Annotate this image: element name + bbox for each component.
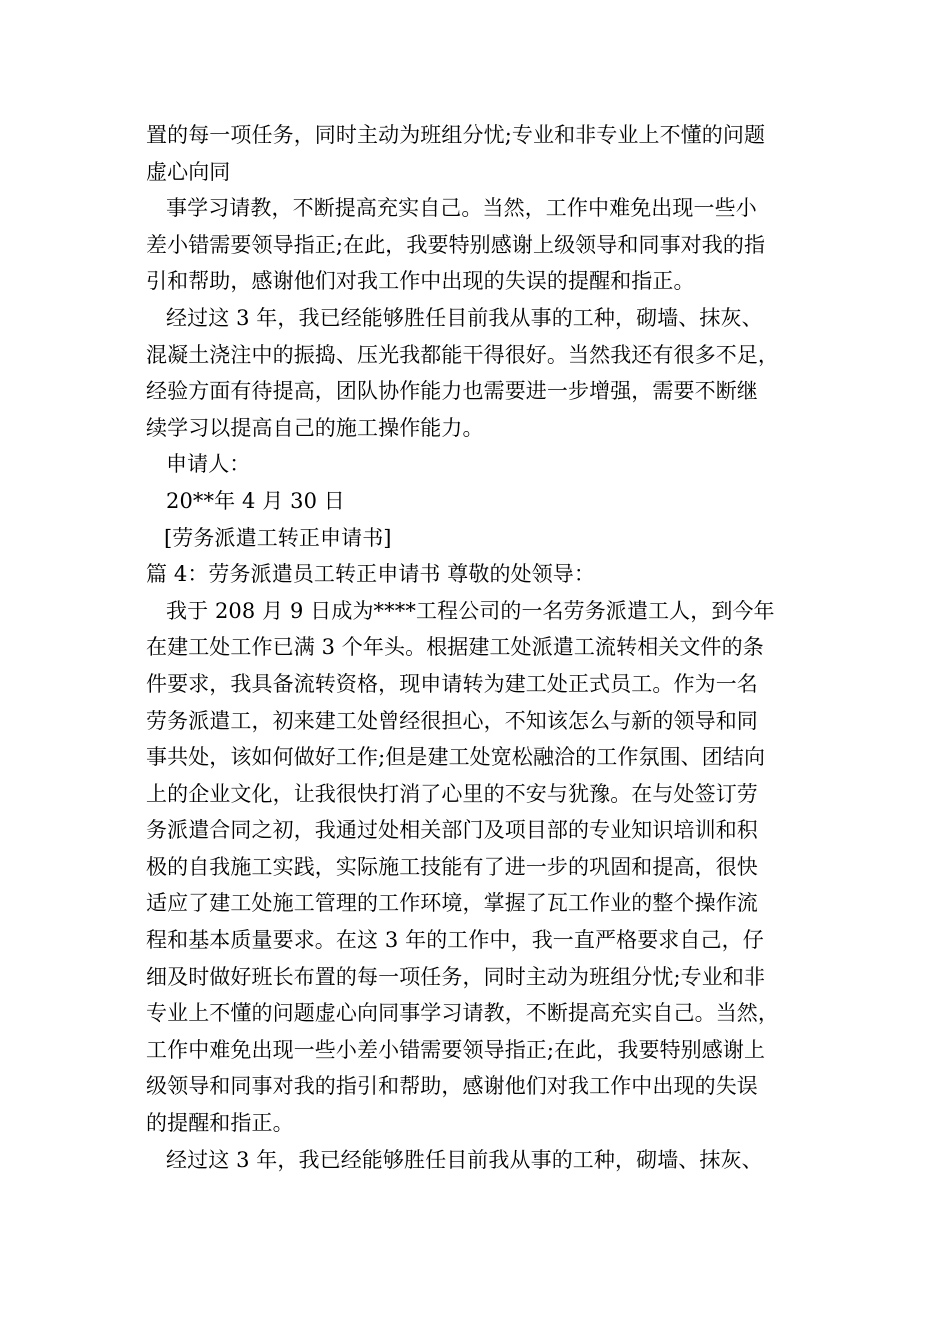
text-line: 事共处，该如何做好工作;但是建工处宽松融洽的工作氛围、团结向: [146, 745, 766, 770]
article-heading: 篇 4：劳务派遣员工转正申请书 尊敬的处领导：: [146, 562, 596, 587]
text-line: 引和帮助，感谢他们对我工作中出现的失误的提醒和指正。: [146, 269, 695, 294]
section-title: [劳务派遣工转正申请书]: [164, 525, 392, 550]
text-line: 经验方面有待提高，团队协作能力也需要进一步增强，需要不断继: [146, 379, 758, 404]
text-line: 劳务派遣工，初来建工处曾经很担心，不知该怎么与新的领导和同: [146, 708, 758, 733]
text-line: 程和基本质量要求。在这 3 年的工作中，我一直严格要求自己，仔: [146, 928, 764, 953]
date-line: 20**年 4 月 30 日: [166, 488, 345, 513]
document-page: [146, 117, 816, 1178]
text-line: 在建工处工作已满 3 个年头。根据建工处派遣工流转相关文件的条: [146, 635, 764, 660]
text-line: 虚心向同: [146, 159, 231, 184]
text-line: 件要求，我具备流转资格，现申请转为建工处正式员工。作为一名: [146, 671, 758, 696]
applicant-label: 申请人：: [166, 452, 251, 477]
text-line: 置的每一项任务，同时主动为班组分忧;专业和非专业上不懂的问题: [146, 123, 766, 147]
text-line: 混凝土浇注中的振捣、压光我都能干得很好。当然我还有很多不足，: [146, 342, 779, 367]
text-line: 工作中难免出现一些小差小错需要领导指正;在此，我要特别感谢上: [146, 1037, 766, 1062]
text-line: 差小错需要领导指正;在此，我要特别感谢上级领导和同事对我的指: [146, 232, 766, 257]
text-line: 级领导和同事对我的指引和帮助，感谢他们对我工作中出现的失误: [146, 1074, 758, 1099]
text-line: 经过这 3 年，我已经能够胜任目前我从事的工种，砌墙、抹灰、: [166, 1147, 763, 1172]
text-line: 经过这 3 年，我已经能够胜任目前我从事的工种，砌墙、抹灰、: [166, 305, 763, 330]
text-line: 专业上不懂的问题虚心向同事学习请教，不断提高充实自己。当然，: [146, 1001, 779, 1026]
text-line: 务派遣合同之初，我通过处相关部门及项目部的专业知识培训和积: [146, 818, 758, 843]
text-line: 续学习以提高自己的施工操作能力。: [146, 415, 484, 440]
text-line: 上的企业文化，让我很快打消了心里的不安与犹豫。在与处签订劳: [146, 781, 758, 806]
text-line: 事学习请教，不断提高充实自己。当然，工作中难免出现一些小: [166, 196, 757, 221]
text-line: 我于 208 月 9 日成为****工程公司的一名劳务派遣工人，到今年: [166, 598, 775, 623]
text-line: 细及时做好班长布置的每一项任务，同时主动为班组分忧;专业和非: [146, 964, 766, 989]
text-line: 极的自我施工实践，实际施工技能有了进一步的巩固和提高，很快: [146, 854, 758, 879]
text-line: 的提醒和指正。: [146, 1111, 294, 1136]
text-line: 适应了建工处施工管理的工作环境，掌握了瓦工作业的整个操作流: [146, 891, 758, 916]
